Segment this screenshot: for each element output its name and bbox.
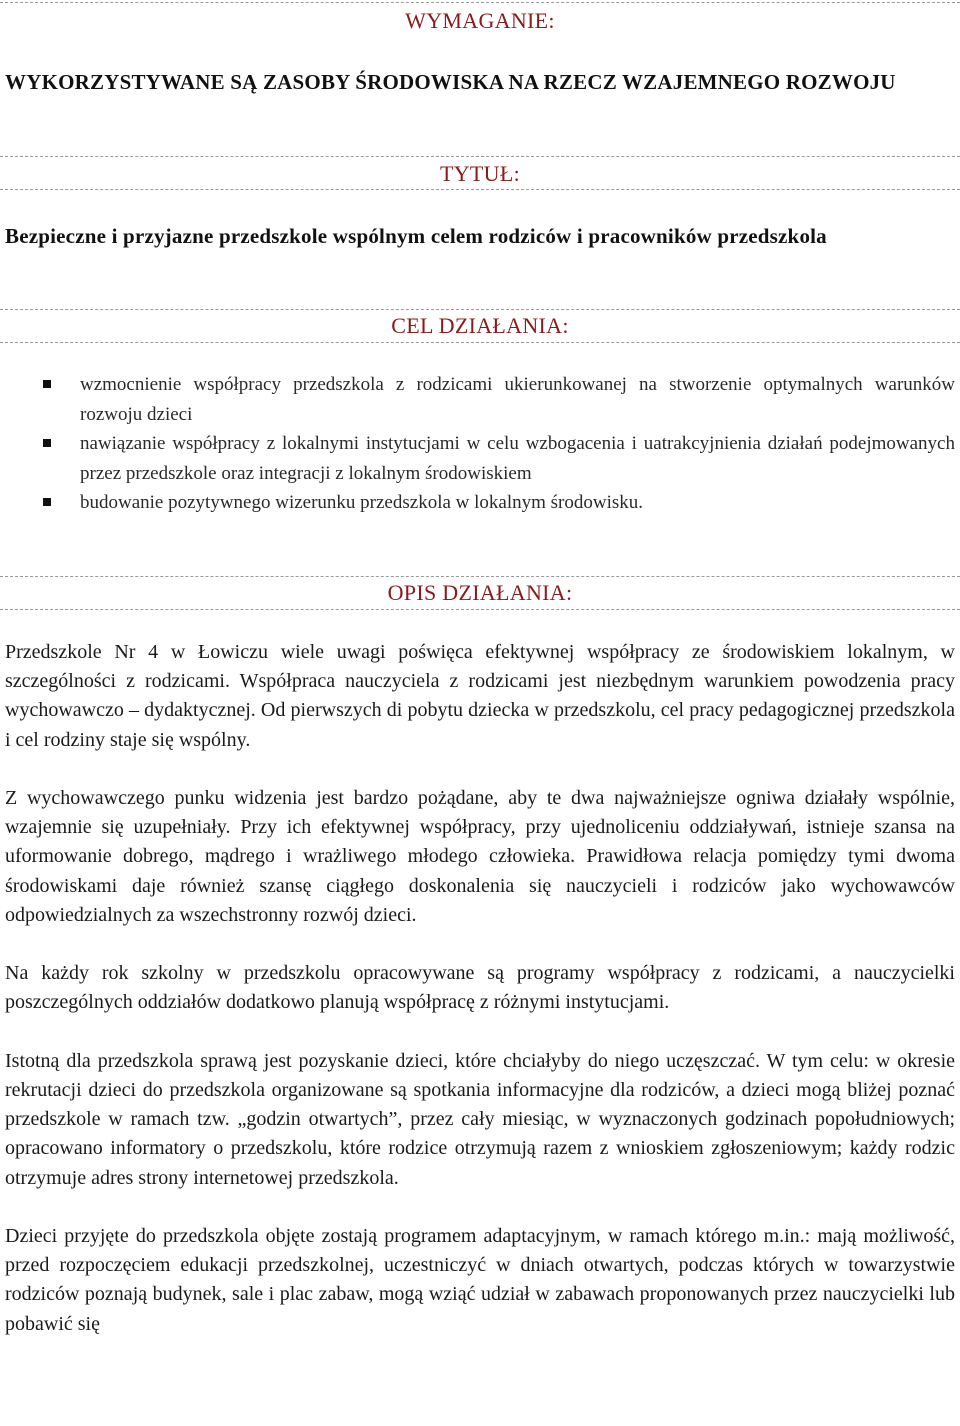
requirement-heading: WYMAGANIE: [405, 8, 555, 33]
goal-heading: CEL DZIAŁANIA: [391, 313, 569, 338]
section-divider [0, 2, 960, 3]
paragraph: Dzieci przyjęte do przedszkola objęte zostają programem adaptacyjnym, w ramach którego m.in.: mają możliwość, przed rozpoczęciem edukacji przedszkolnej, uczestniczyć w dniach otwartych, podczas których w towarzystwie rodziców poznają budynek, sale i plac zabaw, mogą wziąć udział w zabawach proponowanych przez nauczycielki lub pobawić się [5, 1225, 955, 1335]
section-divider [0, 156, 960, 157]
goal-item [0, 488, 960, 518]
paragraph: Istotną dla przedszkola sprawą jest pozyskanie dzieci, które chciałyby do niego uczęszczać. W tym celu: w okresie rekrutacji dzieci do przedszkola organizowane są spotkania informacyjne dla rodziców, a dzieci mogą bliżej poznać przedszkole w ramach tzw. „godzin otwartych”, przez cały miesiąc, w wyznaczonych godzinach popołudniowych; opracowano informatory o przedszkolu, które rodzice otrzymują razem z wnioskiem zgłoszeniowym; każdy rodzic otrzymuje adres strony internetowej przedszkola. [5, 1049, 955, 1189]
description-body [5, 638, 955, 1368]
title-text: Bezpieczne i przyjazne przedszkole wspólnym celem rodziców i pracowników przedszkola [5, 224, 827, 248]
section-divider [0, 609, 960, 610]
title-heading: TYTUŁ: [439, 161, 520, 186]
goal-item [0, 429, 960, 488]
paragraph: Przedszkole Nr 4 w Łowiczu wiele uwagi poświęca efektywnej współpracy ze środowiskiem lokalnym, w szczególności z rodzicami. Współpraca nauczyciela z rodzicami jest niezbędnym warunkiem powodzenia pracy wychowawczo – dydaktycznej. Od pierwszych di pobytu dziecka w przedszkolu, cel pracy pedagogicznej przedszkola i cel rodziny staje się wspólny. [5, 641, 955, 751]
requirement-text: WYKORZYSTYWANE SĄ ZASOBY ŚRODOWISKA NA RZECZ WZAJEMNEGO ROZWOJU [5, 70, 896, 94]
square-bullet-icon [43, 439, 51, 447]
section-divider [0, 309, 960, 310]
goal-text: wzmocnienie współpracy przedszkola z rodzicami ukierunkowanej na stworzenie optymalnych warunków rozwoju dzieci [80, 374, 955, 425]
section-divider [0, 576, 960, 577]
section-divider [0, 189, 960, 190]
goal-text: budowanie pozytywnego wizerunku przedszkola w lokalnym środowisku. [80, 492, 644, 513]
goal-text: nawiązanie współpracy z lokalnymi instytucjami w celu wzbogacenia i uatrakcyjnienia działań podejmowanych przez przedszkole oraz integracji z lokalnym środowiskiem [80, 433, 955, 484]
description-heading: OPIS DZIAŁANIA: [387, 580, 573, 605]
section-divider [0, 342, 960, 343]
goal-item [0, 370, 960, 429]
square-bullet-icon [43, 380, 51, 388]
paragraph: Z wychowawczego punku widzenia jest bardzo pożądane, aby te dwa najważniejsze ogniwa działały wspólnie, wzajemnie się uzupełniały. Przy ich efektywnej współpracy, przy ujednoliceniu oddziaływań, istnieje szansa na uformowanie dobrego, mądrego i wrażliwego młodego człowieka. Prawidłowa relacja pomiędzy tymi dwoma środowiskami daje również szansę ciągłego doskonalenia się nauczycieli i rodziców jako wychowawców odpowiedzialnych za wszechstronny rozwój dzieci. [5, 787, 955, 926]
square-bullet-icon [43, 498, 51, 506]
goals-list [0, 370, 960, 518]
paragraph: Na każdy rok szkolny w przedszkolu opracowywane są programy współpracy z rodzicami, a nauczycielki poszczególnych oddziałów dodatkowo planują współpracę z różnymi instytucjami. [5, 962, 955, 1014]
